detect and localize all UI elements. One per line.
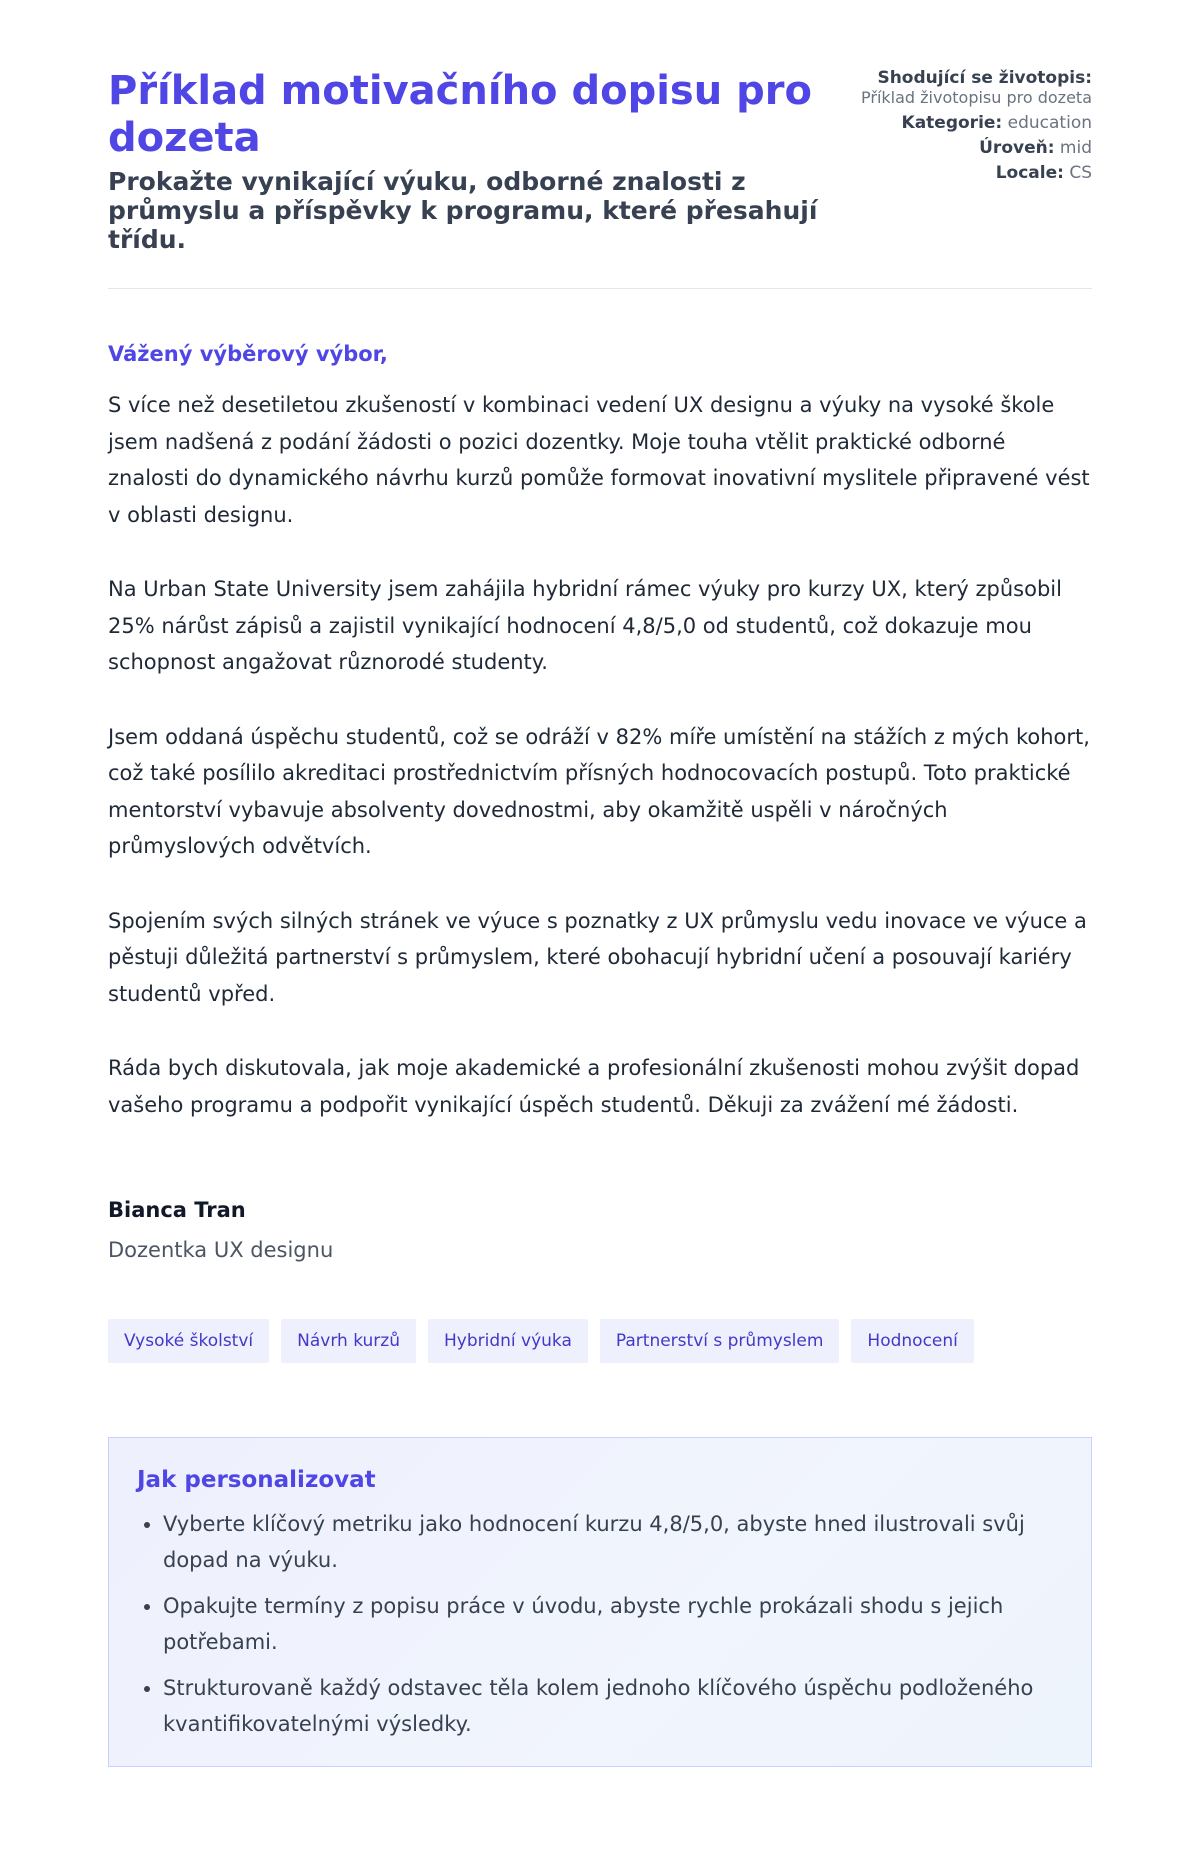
page-header [108, 60, 1092, 289]
letter-body [108, 289, 1092, 1265]
tag: Vysoké školství [108, 1319, 269, 1363]
letter-paragraph: Ráda bych diskutovala, jak moje akademické a profesionální zkušenosti mohou zvýšit dopad vašeho programu a podpořit vynikající úspěch studentů. Děkuji za zvážení mé žádosti. [108, 1056, 1080, 1117]
meta-level-value: mid [1059, 138, 1092, 158]
meta-matching-value: Příklad životopisu pro dozeta [861, 88, 1092, 107]
meta-level [832, 138, 1092, 158]
signature-block [108, 1195, 1092, 1265]
personalization-tips-box [108, 1437, 1092, 1767]
meta-category [832, 113, 1092, 133]
tag: Partnerství s průmyslem [600, 1319, 840, 1363]
letter-paragraph: Jsem oddaná úspěchu studentů, což se odráží v 82% míře umístění na stážích z mých kohort, což také posílilo akreditaci prostřednictvím přísných hodnocovacích postupů. Toto praktické mentorství vybavuje absolventy dovednostmi, aby okamžitě uspěli v náročných průmyslových odvětvích. [108, 724, 1090, 858]
meta-locale [832, 163, 1092, 183]
meta-category-value: education [1007, 113, 1092, 133]
meta-category-label: Kategorie: [901, 113, 1003, 133]
tag: Hodnocení [851, 1319, 973, 1363]
meta-locale-label: Locale: [995, 163, 1064, 183]
tag: Návrh kurzů [281, 1319, 416, 1363]
tips-list [137, 1506, 1063, 1742]
meta-matching-resume [832, 68, 1092, 108]
meta-matching-label: Shodující se životopis: [877, 68, 1092, 88]
meta-level-label: Úroveň: [979, 138, 1055, 158]
meta-locale-value: CS [1069, 163, 1092, 183]
header-titles [108, 60, 828, 254]
tip-item: • Opakujte termíny z popisu práce v úvodu, abyste rychle prokázali shodu s jejich potřebami. [163, 1588, 1063, 1660]
tag: Hybridní výuka [428, 1319, 588, 1363]
tip-item: • Strukturovaně každý odstavec těla kolem jednoho klíčového úspěchu podloženého kvantifikovatelnými výsledky. [163, 1670, 1063, 1742]
tips-title: Jak personalizovat [137, 1467, 376, 1493]
tag-list [108, 1319, 1092, 1363]
letter-paragraph: Spojením svých silných stránek ve výuce s poznatky z UX průmyslu vedu inovace ve výuce a pěstuji důležitá partnerství s průmyslem, které obohacují hybridní učení a posouvají kariéry studentů vpřed. [108, 908, 1087, 1006]
page-subtitle: Prokažte vynikající výuku, odborné znalosti z průmyslu a příspěvky k programu, které přesahují třídu. [108, 167, 818, 254]
metadata-panel [832, 60, 1092, 188]
signature-title: Dozentka UX designu [108, 1238, 334, 1262]
salutation: Vážený výběrový výbor, [108, 342, 388, 366]
tip-item: • Vyberte klíčový metriku jako hodnocení kurzu 4,8/5,0, abyste hned ilustrovali svůj dopad na výuku. [163, 1506, 1063, 1578]
signature-name: Bianca Tran [108, 1198, 246, 1222]
letter-paragraph: S více než desetiletou zkušeností v kombinaci vedení UX designu a výuky na vysoké škole jsem nadšená z podání žádosti o pozici dozentky. Moje touha vtělit praktické odborné znalosti do dynamického návrhu kurzů pomůže formovat inovativní myslitele připravené vést v oblasti designu. [108, 393, 1090, 527]
page-title: Příklad motivačního dopisu pro dozeta [108, 68, 812, 161]
letter-paragraph: Na Urban State University jsem zahájila hybridní rámec výuky pro kurzy UX, který způsobil 25% nárůst zápisů a zajistil vynikající hodnocení 4,8/5,0 od studentů, což dokazuje mou schopnost angažovat různorodé studenty. [108, 577, 1062, 674]
